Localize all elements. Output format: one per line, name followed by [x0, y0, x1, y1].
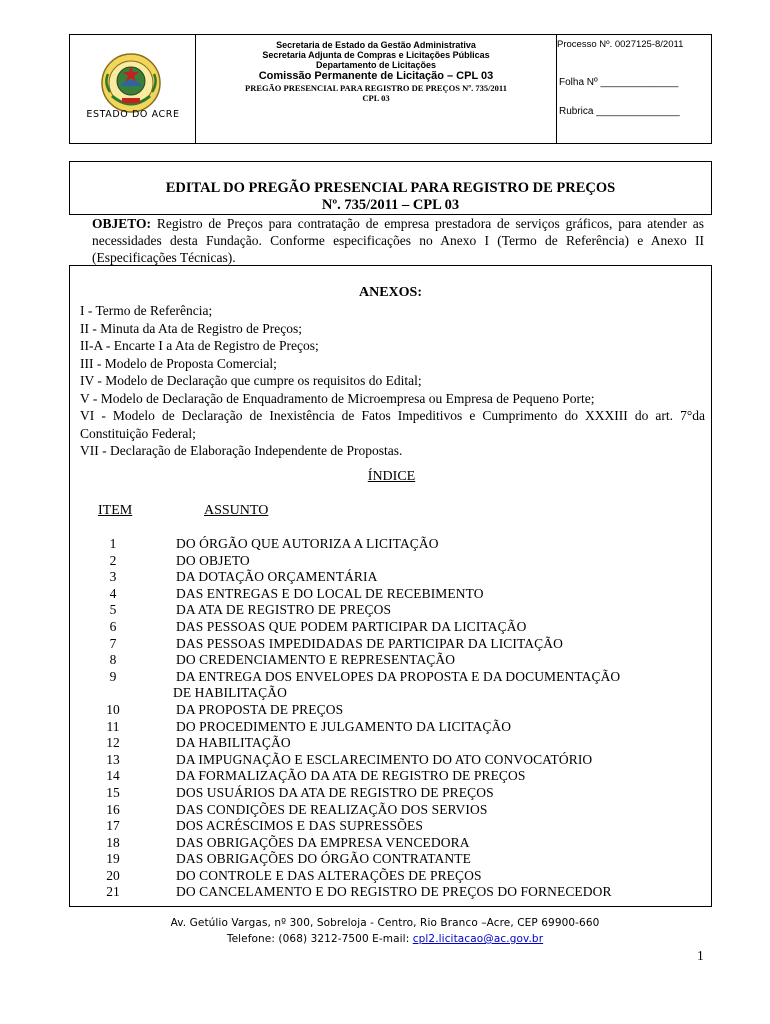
anexo-item: VII - Declaração de Elaboração Independente de Propostas.: [80, 443, 403, 458]
indice-row-subject: [176, 868, 482, 885]
indice-row: [70, 536, 713, 553]
indice-row-subject: [176, 884, 612, 901]
indice-row: [70, 652, 713, 669]
header-title-cell: [196, 35, 557, 143]
indice-row-number: 12: [106, 735, 120, 751]
indice-row-number: 19: [106, 851, 120, 867]
indice-row-subject-line: DAS PESSOAS IMPEDIDADAS DE PARTICIPAR DA LICITAÇÃO: [176, 635, 563, 651]
indice-row: [70, 636, 713, 653]
indice-row-subject-line: DA ATA DE REGISTRO DE PREÇOS: [176, 602, 392, 618]
indice-row-subject-line: DA IMPUGNAÇÃO E ESCLARECIMENTO DO ATO CONVOCATÓRIO: [176, 751, 593, 767]
indice-heading: ÍNDICE: [367, 469, 416, 484]
indice-row-subject: [176, 553, 250, 570]
indice-row-subject-line: DO PROCEDIMENTO E JULGAMENTO DA LICITAÇÃO: [176, 718, 512, 734]
indice-row-number: 17: [106, 818, 120, 834]
indice-row: [70, 702, 713, 719]
indice-row-number: 20: [106, 867, 120, 883]
indice-row-number: 2: [109, 552, 117, 568]
indice-row-subject: [176, 835, 470, 852]
edital-title: EDITAL DO PREGÃO PRESENCIAL PARA REGISTRO DE PREÇOS: [165, 180, 616, 196]
objeto-text: Registro de Preços para contratação de empresa prestadora de serviços gráficos, para atender as necessidades desta Fundação. Conforme especificações no Anexo I (Termo de Referência) e Anexo II (Especificações Técnicas).: [92, 216, 704, 265]
indice-row-subject-line: DO OBJETO: [176, 552, 250, 568]
indice-row-number: 21: [106, 884, 120, 900]
indice-row: [70, 553, 713, 570]
header-pregao: PREGÃO PRESENCIAL PARA REGISTRO DE PREÇOS Nº. 735/2011: [245, 83, 507, 93]
indice-row: [70, 752, 713, 769]
indice-row-subject: [176, 735, 291, 752]
indice-row: [70, 619, 713, 636]
footer-contact: [0, 933, 770, 945]
indice-row-subject-line: DO CANCELAMENTO E DO REGISTRO DE PREÇOS DO FORNECEDOR: [176, 884, 612, 900]
anexo-item: II-A - Encarte I a Ata de Registro de Preços;: [80, 338, 319, 353]
indice-row-number: 7: [109, 635, 117, 651]
indice-row-subject: [173, 668, 706, 702]
indice-row-subject-line: DOS USUÁRIOS DA ATA DE REGISTRO DE PREÇOS: [176, 784, 494, 800]
indice-row: [70, 602, 713, 619]
indice-row-subject: [176, 719, 511, 736]
indice-row: [70, 851, 713, 868]
header-cpl: CPL 03: [362, 93, 390, 103]
footer-phone: Telefone: (068) 3212-7500 E-mail:: [226, 933, 413, 945]
indice-row-subject: [176, 818, 423, 835]
indice-row-subject: [176, 586, 484, 603]
indice-row: [70, 818, 713, 835]
indice-row-subject-line: DO CONTROLE E DAS ALTERAÇÕES DE PREÇOS: [176, 867, 482, 883]
indice-row-number: 15: [106, 784, 120, 800]
anexo-item: V - Modelo de Declaração de Enquadramento de Microempresa ou Empresa de Pequeno Porte;: [80, 390, 595, 406]
objeto-paragraph: [92, 215, 704, 266]
header-process-cell: [557, 35, 711, 143]
indice-row: [70, 735, 713, 752]
indice-row-subject-line: DAS ENTREGAS E DO LOCAL DE RECEBIMENTO: [176, 585, 484, 601]
indice-row-number: 13: [106, 751, 120, 767]
indice-row-subject: [176, 785, 494, 802]
header-comissao: Comissão Permanente de Licitação – CPL 03: [258, 70, 494, 82]
indice-row-subject-line: DA PROPOSTA DE PREÇOS: [176, 701, 344, 717]
indice-row-number: 8: [109, 652, 117, 668]
anexos-heading: ANEXOS:: [358, 285, 422, 300]
indice-row-subject: [176, 802, 487, 819]
indice-row-number: 6: [109, 618, 117, 634]
anexo-item: IV - Modelo de Declaração que cumpre os requisitos do Edital;: [80, 373, 422, 388]
state-seal-icon: [100, 52, 162, 114]
header-secretaria: Secretaria de Estado da Gestão Administrativa: [276, 40, 476, 50]
indice-row-subject-line: DAS PESSOAS QUE PODEM PARTICIPAR DA LICITAÇÃO: [176, 618, 527, 634]
indice-row: [70, 586, 713, 603]
header-logo-cell: [70, 35, 196, 143]
anexo-item: I - Termo de Referência;: [80, 303, 213, 318]
indice-row-number: 4: [109, 585, 117, 601]
indice-row: [70, 868, 713, 885]
indice-row-subject: [176, 752, 592, 769]
processo-number: Processo Nº. 0027125-8/2011: [557, 39, 684, 50]
indice-row-subject: [176, 702, 343, 719]
indice-row: [70, 719, 713, 736]
footer-email-link[interactable]: cpl2.licitacao@ac.gov.br: [412, 933, 544, 945]
anexo-item: VI - Modelo de Declaração de Inexistência de Fatos Impeditivos e Cumprimento do XXXIII do art. 7°da Constituição Federal;: [80, 408, 705, 441]
indice-row-subject: [176, 768, 525, 785]
indice-row: [70, 835, 713, 852]
indice-row-subject: [176, 602, 391, 619]
indice-row-subject: [176, 851, 471, 868]
indice-table: [70, 536, 713, 901]
edital-number: Nº. 735/2011 – CPL 03: [321, 197, 460, 213]
document-header: [69, 34, 712, 144]
indice-row: [70, 884, 713, 901]
objeto-label: OBJETO:: [92, 216, 152, 231]
indice-row-subject: [176, 619, 526, 636]
header-departamento: Departamento de Licitações: [315, 60, 437, 70]
state-caption: ESTADO DO ACRE: [86, 109, 180, 120]
indice-row-subject-line: DA HABILITAÇÃO: [176, 735, 291, 751]
indice-row-number: 5: [109, 602, 117, 618]
rubrica-field: Rubrica _______________: [559, 106, 680, 117]
indice-col-assunto: ASSUNTO: [204, 503, 269, 518]
indice-row-subject-line: DO ÓRGÃO QUE AUTORIZA A LICITAÇÃO: [176, 536, 439, 551]
indice-row-subject: [176, 652, 455, 669]
indice-row-subject: [176, 536, 439, 553]
indice-row-number: 10: [106, 701, 120, 717]
indice-row: [70, 569, 713, 586]
header-secretaria-adjunta: Secretaria Adjunta de Compras e Licitações Públicas: [262, 50, 490, 60]
indice-row-subject-continuation: DE HABILITAÇÃO: [173, 685, 287, 701]
indice-row: [70, 802, 713, 819]
indice-row-subject-line: DA DOTAÇÃO ORÇAMENTÁRIA: [176, 569, 378, 585]
page-number: 1: [697, 948, 704, 963]
indice-row-number: 11: [106, 718, 120, 734]
folha-field: Folha Nº ______________: [559, 77, 679, 88]
indice-row: [70, 669, 713, 702]
indice-row-subject-line: DOS ACRÉSCIMOS E DAS SUPRESSÕES: [176, 818, 423, 834]
edital-title-box: [69, 161, 712, 215]
anexo-item: II - Minuta da Ata de Registro de Preços;: [80, 320, 302, 336]
indice-row-number: 3: [109, 569, 117, 585]
indice-row-number: 16: [106, 801, 120, 817]
indice-row-subject-line: DA FORMALIZAÇÃO DA ATA DE REGISTRO DE PREÇOS: [176, 768, 526, 784]
indice-col-item: ITEM: [98, 503, 133, 518]
indice-row-number: 1: [109, 536, 117, 551]
indice-row-subject-line: DA ENTREGA DOS ENVELOPES DA PROPOSTA E DA DOCUMENTAÇÃO: [176, 668, 621, 684]
indice-row-subject-line: DAS OBRIGAÇÕES DO ÓRGÃO CONTRATANTE: [176, 851, 471, 867]
anexos-indice-box: [69, 265, 712, 907]
indice-row-subject-line: DAS CONDIÇÕES DE REALIZAÇÃO DOS SERVIOS: [176, 801, 488, 817]
anexos-list: [80, 302, 705, 460]
indice-row-number: 18: [106, 834, 120, 850]
footer-address: Av. Getúlio Vargas, nº 300, Sobreloja - Centro, Rio Branco –Acre, CEP 69900-660: [170, 917, 600, 929]
anexo-item: III - Modelo de Proposta Comercial;: [80, 355, 277, 371]
indice-row-number: 9: [109, 668, 117, 684]
indice-row-subject-line: DO CREDENCIAMENTO E REPRESENTAÇÃO: [176, 652, 456, 668]
indice-row-subject: [176, 636, 563, 653]
indice-row: [70, 785, 713, 802]
indice-row-subject: [176, 569, 377, 586]
indice-row-number: 14: [106, 768, 120, 784]
indice-row-subject-line: DAS OBRIGAÇÕES DA EMPRESA VENCEDORA: [176, 834, 470, 850]
indice-row: [70, 768, 713, 785]
